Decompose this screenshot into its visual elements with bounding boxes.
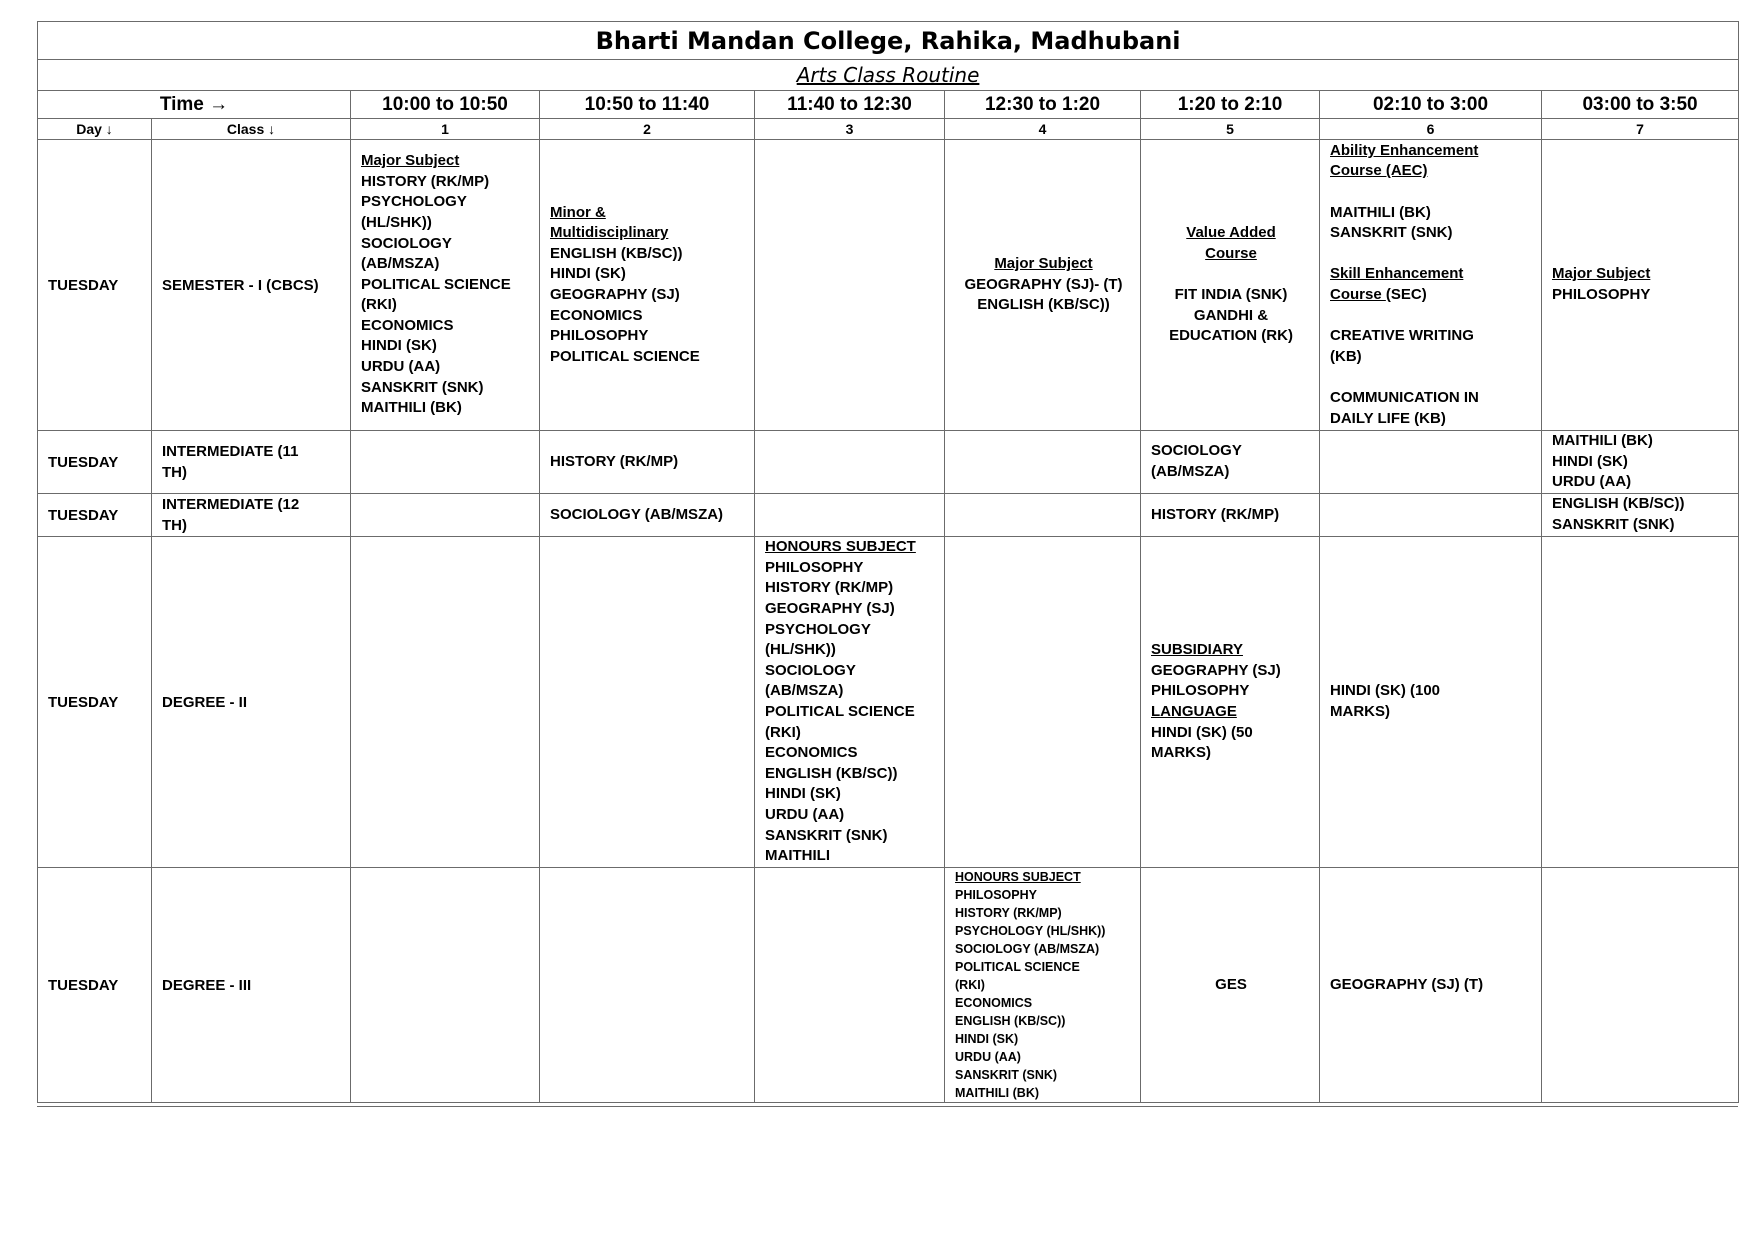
row-class: SEMESTER - I (CBCS) [152, 140, 351, 431]
routine-cell: ENGLISH (KB/SC)) SANSKRIT (SNK) [1542, 494, 1739, 537]
cell-heading: Ability Enhancement Course (AEC) [1330, 141, 1479, 180]
cell-body: GEOGRAPHY (SJ) PHILOSOPHY [1151, 661, 1281, 700]
routine-cell [1141, 140, 1320, 431]
routine-cell [351, 431, 540, 494]
cell-body: PHILOSOPHY HISTORY (RK/MP) GEOGRAPHY (SJ) PSYCHOLOGY (HL/SHK)) SOCIOLOGY (AB/MSZA) POLITICAL SCIENCE (RKI) ECONOMICS ENGLISH (KB/SC)) HINDI (SK) URDU (AA) SANSKRIT (SNK) MAITHILI [765, 558, 915, 865]
routine-cell [1320, 494, 1542, 537]
cell-heading: Value Added Course [1186, 224, 1276, 262]
table-bottom-rule [37, 1106, 1738, 1107]
routine-cell [351, 868, 540, 1103]
cell-body: GEOGRAPHY (SJ)- (T) ENGLISH (KB/SC)) [964, 275, 1123, 314]
cell-heading: Minor & Multidisciplinary [550, 203, 669, 242]
routine-cell [945, 431, 1141, 494]
cell-heading: HONOURS SUBJECT [765, 538, 916, 556]
row-class: INTERMEDIATE (11 TH) [152, 431, 351, 494]
routine-cell: SOCIOLOGY (AB/MSZA) [540, 494, 755, 537]
routine-cell [1320, 140, 1542, 431]
subtitle-row [38, 60, 1739, 91]
slot-num-4: 4 [945, 119, 1141, 140]
cell-body: PHILOSOPHY [1552, 286, 1651, 303]
time-header: Time → [38, 91, 351, 119]
routine-cell: MAITHILI (BK) HINDI (SK) URDU (AA) [1542, 431, 1739, 494]
routine-cell [540, 140, 755, 431]
slot-time-1: 10:00 to 10:50 [351, 91, 540, 119]
cell-heading: Major Subject [994, 255, 1093, 273]
routine-cell [945, 537, 1141, 868]
routine-cell: HINDI (SK) (100 MARKS) [1320, 537, 1542, 868]
table-row [38, 494, 1739, 537]
routine-title: Arts Class Routine [38, 60, 1739, 91]
routine-cell: SOCIOLOGY (AB/MSZA) [1141, 431, 1320, 494]
routine-cell [351, 537, 540, 868]
slot-time-6: 02:10 to 3:00 [1320, 91, 1542, 119]
college-title: Bharti Mandan College, Rahika, Madhubani [38, 22, 1739, 60]
cell-heading: LANGUAGE [1151, 703, 1237, 720]
slot-num-2: 2 [540, 119, 755, 140]
row-class: INTERMEDIATE (12 TH) [152, 494, 351, 537]
row-day: TUESDAY [38, 537, 152, 868]
routine-cell [540, 537, 755, 868]
cell-body: PHILOSOPHY HISTORY (RK/MP) PSYCHOLOGY (HL/SHK)) SOCIOLOGY (AB/MSZA) POLITICAL SCIENCE (RKI) ECONOMICS ENGLISH (KB/SC)) HINDI (SK) URDU (AA) SANSKRIT (SNK) MAITHILI (BK) [955, 888, 1106, 1100]
row-class: DEGREE - II [152, 537, 351, 868]
routine-cell [351, 140, 540, 431]
routine-table [37, 21, 1739, 1103]
slot-time-5: 1:20 to 2:10 [1141, 91, 1320, 119]
routine-cell [945, 494, 1141, 537]
cell-body: MAITHILI (BK) SANSKRIT (SNK) [1330, 203, 1453, 242]
row-day: TUESDAY [38, 494, 152, 537]
slot-num-1: 1 [351, 119, 540, 140]
table-row [38, 868, 1739, 1103]
table-row [38, 537, 1739, 868]
routine-cell [755, 494, 945, 537]
routine-cell [1542, 537, 1739, 868]
routine-cell [755, 868, 945, 1103]
table-row [38, 140, 1739, 431]
routine-cell [945, 140, 1141, 431]
slot-time-2: 10:50 to 11:40 [540, 91, 755, 119]
slot-num-7: 7 [1542, 119, 1739, 140]
cell-heading: Skill Enhancement Course [1330, 265, 1464, 303]
routine-cell [1542, 140, 1739, 431]
table-row [38, 431, 1739, 494]
routine-cell: HISTORY (RK/MP) [540, 431, 755, 494]
routine-cell [1542, 868, 1739, 1103]
row-class: DEGREE - III [152, 868, 351, 1103]
row-day: TUESDAY [38, 140, 152, 431]
class-header: Class ↓ [152, 119, 351, 140]
routine-cell: HISTORY (RK/MP) [1141, 494, 1320, 537]
cell-heading: Major Subject [361, 152, 460, 170]
slot-time-3: 11:40 to 12:30 [755, 91, 945, 119]
slot-num-6: 6 [1320, 119, 1542, 140]
cell-heading: SUBSIDIARY [1151, 641, 1243, 659]
routine-cell [755, 537, 945, 868]
cell-heading-tail: (SEC) [1385, 286, 1427, 303]
slot-time-4: 12:30 to 1:20 [945, 91, 1141, 119]
title-row [38, 22, 1739, 60]
cell-body: FIT INDIA (SNK) GANDHI & EDUCATION (RK) [1169, 286, 1293, 345]
routine-sheet [37, 21, 1738, 1103]
time-header-row [38, 91, 1739, 119]
row-day: TUESDAY [38, 868, 152, 1103]
routine-cell [1320, 431, 1542, 494]
row-day: TUESDAY [38, 431, 152, 494]
cell-body: HINDI (SK) (50 MARKS) [1151, 723, 1253, 762]
cell-body: HISTORY (RK/MP) PSYCHOLOGY (HL/SHK)) SOCIOLOGY (AB/MSZA) POLITICAL SCIENCE (RKI) ECONOMICS HINDI (SK) URDU (AA) SANSKRIT (SNK) MAITHILI (BK) [361, 172, 511, 417]
slot-time-7: 03:00 to 3:50 [1542, 91, 1739, 119]
routine-cell [755, 431, 945, 494]
routine-cell: GEOGRAPHY (SJ) (T) [1320, 868, 1542, 1103]
period-number-row [38, 119, 1739, 140]
routine-cell [540, 868, 755, 1103]
slot-num-3: 3 [755, 119, 945, 140]
day-header: Day ↓ [38, 119, 152, 140]
cell-body: ENGLISH (KB/SC)) HINDI (SK) GEOGRAPHY (SJ) ECONOMICS PHILOSOPHY POLITICAL SCIENCE [550, 244, 700, 365]
routine-cell: GES [1141, 868, 1320, 1103]
routine-cell [755, 140, 945, 431]
slot-num-5: 5 [1141, 119, 1320, 140]
cell-heading: HONOURS SUBJECT [955, 870, 1081, 884]
routine-cell [1141, 537, 1320, 868]
cell-body: CREATIVE WRITING (KB) COMMUNICATION IN DAILY LIFE (KB) [1330, 327, 1479, 427]
routine-cell [945, 868, 1141, 1103]
cell-heading: Major Subject [1552, 265, 1651, 283]
routine-cell [351, 494, 540, 537]
